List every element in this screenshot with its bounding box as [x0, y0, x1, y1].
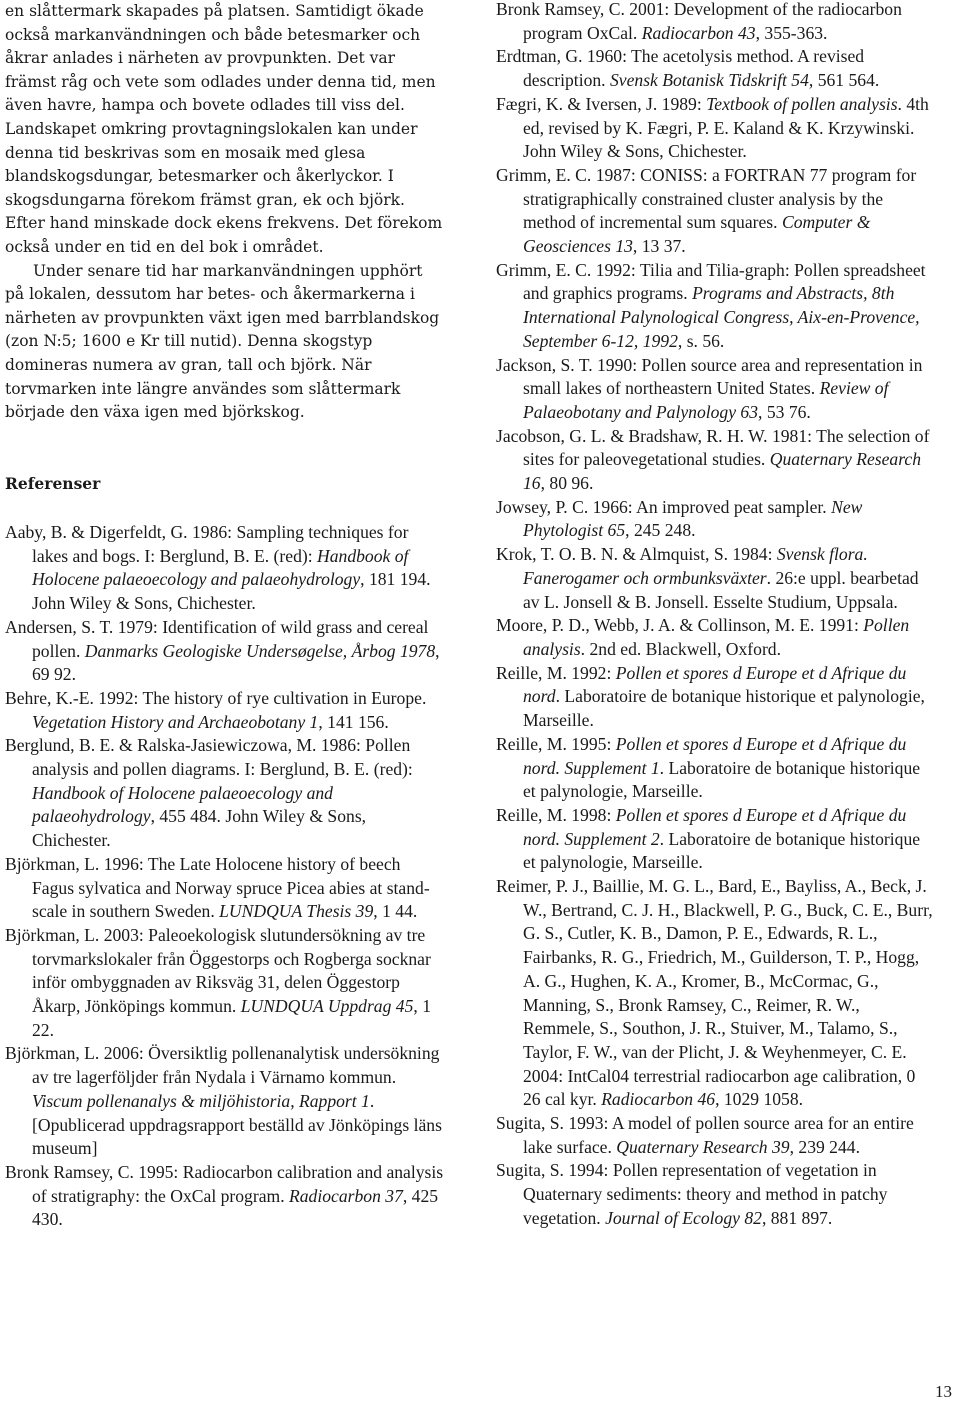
reference-text: , 13 37.	[632, 236, 686, 257]
reference-entry	[496, 164, 936, 259]
reference-text: Jacobson, G. L. & Bradshaw, R. H. W. 1981: The selection of sites for paleovegetational studies.	[496, 425, 930, 470]
reference-entry	[5, 687, 445, 734]
reference-text: , 80 96.	[540, 473, 594, 494]
reference-text: , s. 56.	[677, 330, 725, 351]
reference-title: Quaternary Research 39	[616, 1136, 790, 1157]
reference-text: , 141 156.	[318, 711, 389, 732]
reference-text: , 1029 1058.	[715, 1089, 804, 1110]
reference-text: , 245 248.	[625, 520, 696, 541]
reference-text: , 69 92.	[32, 640, 440, 685]
reference-text: . Laboratoire de botanique historique et palynologie, Marseille.	[523, 757, 921, 802]
reference-entry	[5, 616, 445, 687]
reference-text: . Laboratoire de botanique historique et palynologie, Marseille.	[523, 686, 925, 731]
reference-text: Jackson, S. T. 1990: Pollen source area and representation in small lakes of northeastern United States.	[496, 354, 923, 399]
reference-entry	[5, 1042, 445, 1161]
reference-entry	[496, 93, 936, 164]
reference-entry	[496, 875, 936, 1112]
reference-text: , 1 44.	[373, 901, 418, 922]
reference-title: Danmarks Geologiske Undersøgelse, Årbog 1978	[84, 640, 436, 661]
reference-text: Krok, T. O. B. N. & Almquist, S. 1984:	[496, 544, 777, 565]
reference-text: Reille, M. 1995:	[496, 733, 616, 754]
reference-text: Aaby, B. & Digerfeldt, G. 1986: Sampling techniques for lakes and bogs. I: Berglund, B. E. (red):	[5, 522, 409, 566]
reference-entry	[496, 259, 936, 354]
reference-entry	[496, 496, 936, 543]
reference-text: Moore, P. D., Webb, J. A. & Collinson, M. E. 1991:	[496, 615, 864, 636]
reference-title: Handbook of Holocene palaeoecology and palaeohydrology	[32, 782, 333, 827]
reference-entry	[496, 804, 936, 875]
reference-text: Grimm, E. C. 1987: CONISS: a FORTRAN 77 program for stratigraphically constrained cluster analysis by the method of incremental sum squares.	[496, 164, 917, 233]
reference-entry	[496, 45, 936, 92]
reference-title: Textbook of pollen analysis	[706, 93, 898, 114]
reference-text: Björkman, L. 1996: The Late Holocene history of beech Fagus sylvatica and Norway spruce Picea abies at stand-scale in southern Sweden.	[5, 853, 430, 922]
reference-title: Computer & Geosciences 13	[523, 212, 871, 257]
reference-entry	[496, 543, 936, 614]
page-number: 13	[935, 1382, 952, 1401]
reference-text: , 455 484. John Wiley & Sons, Chichester.	[32, 806, 367, 851]
reference-text: Sugita, S. 1993: A model of pollen source area for an entire lake surface.	[496, 1113, 914, 1157]
reference-list-right	[496, 0, 936, 1231]
reference-title: Pollen analysis	[523, 615, 910, 659]
reference-title: Radiocarbon 43	[641, 22, 756, 43]
reference-entry	[496, 0, 936, 45]
reference-entry	[496, 662, 936, 733]
reference-text: , 181 194. John Wiley & Sons, Chichester.	[32, 569, 431, 614]
reference-list-left	[5, 521, 445, 1232]
left-column	[5, 0, 445, 1230]
reference-title: Radiocarbon 37	[289, 1185, 403, 1206]
reference-entry	[496, 1112, 936, 1159]
reference-title: Handbook of Holocene palaeoecology and palaeohydrology	[32, 545, 409, 590]
reference-title: LUNDQUA Thesis 39	[219, 901, 374, 922]
reference-title: Pollen et spores d Europe et d Afrique du nord. Supplement 1	[523, 733, 907, 778]
reference-text: Bronk Ramsey, C. 1995: Radiocarbon calibration and analysis of stratigraphy: the OxCal program.	[5, 1161, 444, 1206]
reference-entry	[5, 521, 445, 616]
reference-text: Fægri, K. & Iversen, J. 1989:	[496, 93, 707, 114]
reference-text: . 2nd ed. Blackwell, Oxford.	[580, 638, 781, 659]
body-paragraph-2: Under senare tid har markanvändningen upphört på lokalen, dessutom har betes- och åkermarkerna i närheten av provpunkten växt igen med barrblandskog (zon N:5; 1600 e Kr till nutid). Denna skogstyp domineras numera av gran, tall och björk. När torvmarken inte längre användes som slåttermark började den växa igen med björkskog.	[5, 261, 440, 422]
reference-text: Sugita, S. 1994: Pollen representation of vegetation in Quaternary sediments: theory and method in patchy vegetation.	[496, 1160, 888, 1228]
reference-text: , 561 564.	[808, 70, 880, 91]
reference-title: LUNDQUA Uppdrag 45	[240, 996, 414, 1017]
reference-text: Björkman, L. 2006: Översiktlig pollenanalytisk undersökning av tre lagerföljder från Nydala i Värnamo kommun.	[5, 1043, 440, 1088]
reference-entry	[5, 853, 445, 924]
reference-text: Reille, M. 1992:	[496, 662, 616, 683]
reference-title: Radiocarbon 46	[601, 1089, 716, 1110]
reference-title: Quaternary Research 16	[523, 449, 922, 494]
reference-text: Jowsey, P. C. 1966: An improved peat sampler.	[496, 496, 832, 517]
references-heading: Referenser	[5, 474, 101, 493]
reference-title: Journal of Ecology 82	[605, 1207, 762, 1228]
reference-text: , 53 76.	[758, 401, 811, 422]
reference-entry	[5, 924, 445, 1043]
reference-text: , 1 22.	[32, 996, 431, 1040]
reference-title: Svensk Botanisk Tidskrift 54	[609, 70, 809, 91]
body-text	[5, 0, 445, 425]
reference-text: , 355-363.	[755, 22, 828, 43]
reference-entry	[496, 354, 936, 425]
reference-text: Behre, K.-E. 1992: The history of rye cultivation in Europe.	[5, 687, 427, 708]
reference-text: Andersen, S. T. 1979: Identification of wild grass and cereal pollen.	[5, 616, 429, 661]
reference-entry	[5, 734, 445, 853]
reference-title: Review of Palaeobotany and Palynology 63	[523, 378, 889, 422]
reference-text: Grimm, E. C. 1992: Tilia and Tilia-graph: Pollen spreadsheet and graphics programs.	[496, 259, 926, 304]
body-paragraph-1: en slåttermark skapades på platsen. Samtidigt ökade också markanvändningen och både betesmarker och åkrar anlades i närheten av provpunkten. Det var främst råg och vete som odlades under denna tid, men även havre, hampa och bovete odlades till viss del. Landskapet omkring provtagningslokalen kan under denna tid beskrivas som en mosaik med glesa blandskogsdungar, betesmarker och åkerlyckor. I skogsdungarna förekom främst gran, ek och björk. Efter hand minskade dock ekens frekvens. Det förekom också under en tid en del bok i området.	[5, 2, 443, 256]
reference-entry	[496, 733, 936, 804]
reference-text: Reille, M. 1998:	[496, 804, 616, 825]
reference-text: Reimer, P. J., Baillie, M. G. L., Bard, E., Bayliss, A., Beck, J. W., Bertrand, C. J. H., Blackwell, P. G., Buck, C. E., Burr, G. S., Cutler, K. B., Damon, P. E., Edwards, R. L., Fairbanks, R. G., Friedrich, M., Guilderson, T. P., Hogg, A. G., Hughen, K. A., Kromer, B., McCormac, G., Manning, S., Bronk Ramsey, C., Reimer, R. W., Remmele, S., Southon, J. R., Stuiver, M., Talamo, S., Taylor, F. W., van der Plicht, J. & Weyhenmeyer, C. E. 2004: IntCal04 terrestrial radiocarbon age calibration, 0 26 cal kyr.	[496, 876, 933, 1110]
reference-text: . 26:e uppl. bearbetad av L. Jonsell & B. Jonsell. Esselte Studium, Uppsala.	[523, 567, 919, 612]
reference-title: Vegetation History and Archaeobotany 1	[32, 711, 319, 732]
reference-title: New Phytologist 65	[523, 496, 863, 541]
reference-title: Pollen et spores d Europe et d Afrique du nord	[523, 662, 907, 707]
reference-text: Erdtman, G. 1960: The acetolysis method. A revised description.	[496, 46, 865, 91]
reference-text: . 4th ed, revised by K. Fægri, P. E. Kaland & K. Krzywinski. John Wiley & Sons, Chichester.	[523, 93, 929, 162]
reference-entry	[496, 1159, 936, 1230]
reference-entry	[496, 614, 936, 661]
reference-text: Berglund, B. E. & Ralska-Jasiewiczowa, M. 1986: Pollen analysis and pollen diagrams. I: Berglund, B. E. (red):	[5, 735, 413, 780]
reference-title: Viscum pollenanalys & miljöhistoria, Rapport 1	[32, 1090, 370, 1111]
reference-entry	[496, 425, 936, 496]
reference-entry	[5, 1161, 445, 1232]
reference-title: Svensk flora. Fanerogamer och ormbunksväxter	[523, 544, 868, 588]
reference-text: Bronk Ramsey, C. 2001: Development of the radiocarbon program OxCal.	[496, 0, 902, 43]
reference-text: , 425 430.	[32, 1185, 439, 1230]
reference-text: . [Opublicerad uppdragsrapport beställd av Jönköpings läns museum]	[32, 1090, 442, 1159]
reference-text: Björkman, L. 2003: Paleoekologisk slutundersökning av tre torvmarkslokaler från Öggestorps och Rogberga socknar inför ombyggnaden av Riksväg 31, delen Öggestorp Åkarp, Jönköpings kommun.	[5, 924, 431, 1017]
reference-title: Programs and Abstracts, 8th International Palynological Congress, Aix-en-Provence, September 6-12, 1992	[523, 283, 920, 351]
reference-text: . Laboratoire de botanique historique et palynologie, Marseille.	[523, 828, 921, 873]
reference-text: , 239 244.	[789, 1136, 860, 1157]
reference-title: Pollen et spores d Europe et d Afrique du nord. Supplement 2	[523, 804, 907, 849]
reference-text: , 881 897.	[761, 1207, 833, 1228]
